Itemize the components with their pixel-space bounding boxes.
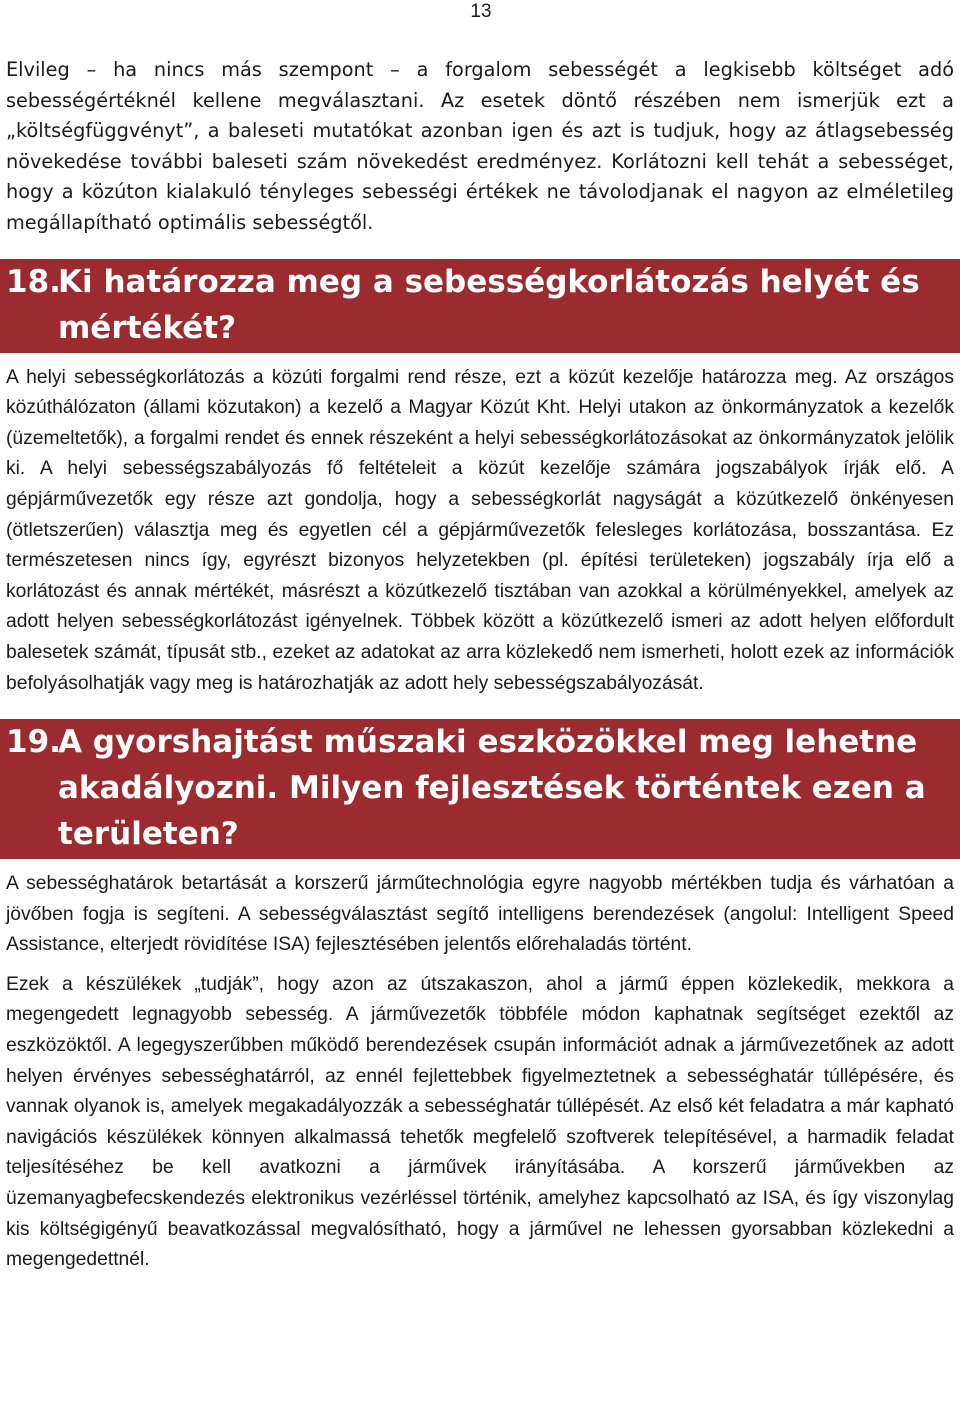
section-18-heading [0, 259, 960, 353]
intro-paragraph: Elvileg – ha nincs más szempont – a forgalom sebességét a legkisebb költséget adó sebességértéknél kellene megválasztani. Az esetek döntő részében nem ismerjük ezt a „költségfüggvényt”, a baleseti mutatókat azonban igen és azt is tudjuk, hogy az átlagsebesség növekedése további baleseti szám növekedést eredményez. Korlátozni kell tehát a sebességet, hogy a közúton kialakuló tényleges sebességi értékek ne távolodjanak el nagyon az elméletileg megállapítható optimális sebességtől. [6, 58, 954, 234]
section-19-heading [0, 719, 960, 859]
document-body [6, 55, 954, 1276]
section-19-title: A gyorshajtást műszaki eszközökkel meg lehetne akadályozni. Milyen fejlesztések történtek ezen a területen? [58, 724, 926, 853]
section-18-paragraph: A helyi sebességkorlátozás a közúti forgalmi rend része, ezt a közút kezelője határozza meg. Az országos közúthálózaton (állami közutakon) a kezelő a Magyar Közút Kht. Helyi utakon az önkormányzatok a kezelők (üzemeltetők), a forgalmi rendet és ennek részeként a helyi sebességkorlátozásokat az önkormányzatok jelölik ki. A helyi sebességszabályozás fő feltételeit a közút kezelője számára jogszabályok írják elő. A gépjárművezetők egy része azt gondolja, hogy a sebességkorlát nagyságát a közútkezelő önkényesen (ötletszerűen) választja meg és egyetlen cél a gépjárművezetők felesleges korlátozása, bosszantása. Ez természetesen nincs így, egyrészt bizonyos helyzetekben (pl. építési területeken) jogszabály írja elő a korlátozást és annak mértékét, másrészt a közútkezelő tisztában van azokkal a körülményekkel, amelyek az adott helyen sebességkorlátozást igényelnek. Többek között a közútkezelő ismeri az adott helyen előfordult balesetek számát, típusát stb., ezeket az adatokat az arra közlekedő nem ismerheti, holott ezek az információk befolyásolhatják vagy meg is határozhatják az adott hely sebességszabályozását. [6, 366, 954, 694]
section-19-number: 19. [6, 724, 61, 761]
section-19-paragraph-2: Ezek a készülékek „tudják”, hogy azon az útszakaszon, ahol a jármű éppen közlekedik, mekkora a megengedett legnagyobb sebesség. A járművezetők többféle módon kaphatnak segítséget ezektől az eszközöktől. A legegyszerűbben működő berendezések csupán információt adnak a járművezetőnek az adott helyen érvényes sebességhatárról, az ennél fejlettebbek figyelmeztetnek a sebességhatár túllépésére, és vannak olyanok is, amelyek megakadályozzák a sebességhatár túllépését. Az első két feladatra a már kapható navigációs készülékek könnyen alkalmassá tehetők megfelelő szoftverek telepítésével, a harmadik feladat teljesítéséhez be kell avatkozni a járművek irányításába. A korszerű járművekben az üzemanyagbefecskendezés elektronikus vezérléssel történik, amelyhez kapcsolható az ISA, és így viszonylag kis költségigényű beavatkozással megvalósítható, hogy a járművel ne lehessen gyorsabban közlekedni a megengedettnél. [6, 973, 954, 1271]
section-19-paragraph-1: A sebességhatárok betartását a korszerű járműtechnológia egyre nagyobb mértékben tudja és várhatóan a jövőben fogja is segíteni. A sebességválasztást segítő intelligens berendezések (angolul: Intelligent Speed Assistance, elterjedt rövidítése ISA) fejlesztésében jelentős előrehaladás történt. [6, 873, 954, 956]
section-18-title: Ki határozza meg a sebességkorlátozás helyét és mértékét? [58, 263, 920, 346]
section-18-number: 18. [6, 263, 61, 300]
page-number: 13 [470, 1, 492, 22]
